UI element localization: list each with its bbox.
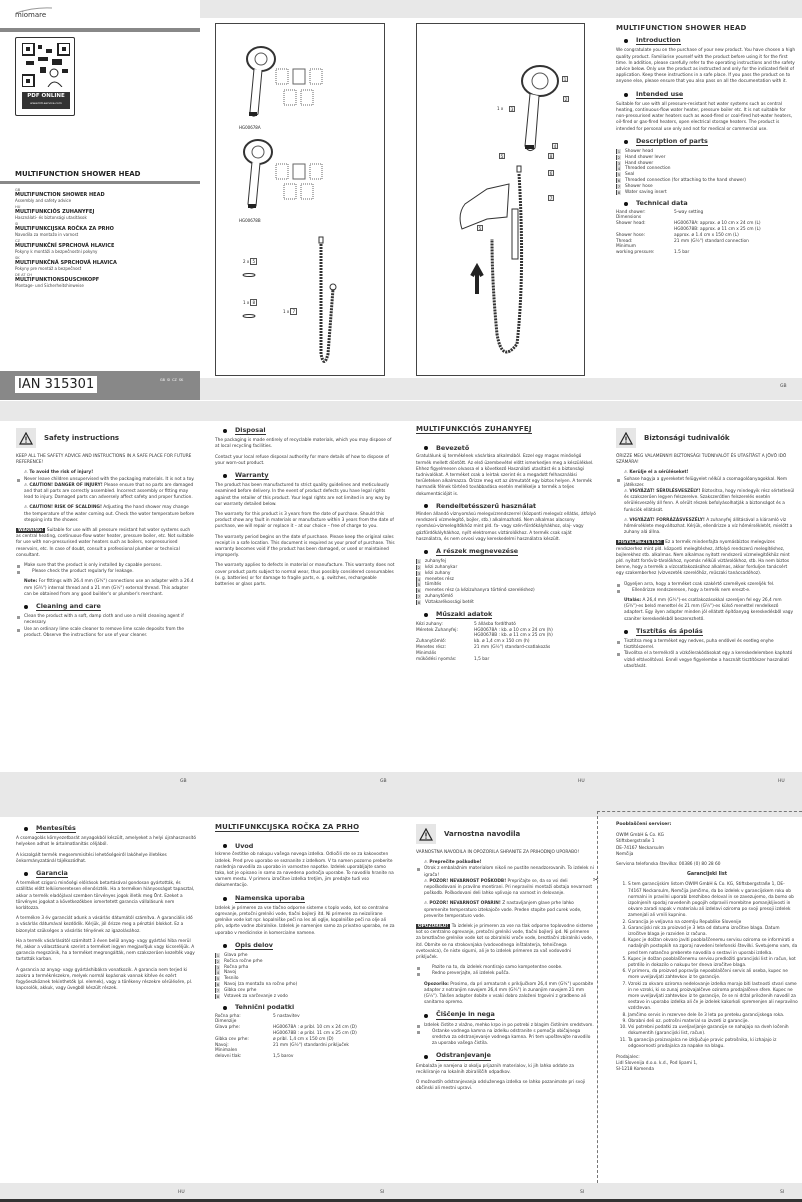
page-lang-code: SI — [580, 1190, 585, 1195]
bullet-icon — [424, 446, 428, 450]
page-hu-warranty — [16, 820, 196, 1173]
section-heading: Uvod — [235, 842, 254, 851]
bullet-item: Otrok z embalažnim materialom nikoli ne pustite nenadzorovanih. To izdelek ni igrača! — [416, 866, 594, 878]
top-band — [0, 401, 802, 421]
page-lang-code: GB — [180, 779, 187, 784]
lang-subtitle: Assembly and safety advice — [15, 198, 72, 203]
country-flags — [160, 378, 186, 382]
ian-bar — [0, 371, 200, 400]
page-hu-intro — [416, 422, 596, 775]
section-heading: Namenska uporaba — [235, 893, 305, 902]
flag-code: CZ — [172, 378, 177, 382]
section-title: Biztonsági tudnivalók — [644, 433, 730, 442]
warranty-term: 8. Jamčimo servis in rezervne dele še 3 leta po preteku garancijskega roka. — [628, 1013, 798, 1019]
bullet-icon — [424, 613, 428, 617]
paragraph: A terméket szigorú minőségi előírások betartásával gondosan gyártották, és szállítás előtt lelkiismeretesen ellenőrizték. Ha a terméken hiányosságot tapasztal, akkor a termék eladójával szemben törvényes jogok illetik meg Önt. Ezeket a törvényes jogokat a következőkben ismertetett garancia vállalásunk nem korlátozza. — [16, 881, 195, 912]
section-heading: Tehnični podatki — [235, 1003, 295, 1012]
lang-title: MULTIFUNKČNÍ SPRCHOVÁ HLAVICE — [15, 243, 115, 249]
lang-title: MULTIFUNKCIÓS ZUHANYFEJ — [15, 209, 95, 215]
section-heading: A részek megnevezése — [436, 547, 519, 556]
flag-code: SK — [178, 378, 184, 382]
warning-block: FIGYELMEZTETÉS! Ez a termék mindenfajta nyomásbiztos melegvizes rendszerhez mint pld. központi melegítéshez, átfolyó rendszerű melegítéshez, bojlerekhez stb. alkalmas. Nem alkalmas nyitott rendszerű vízmelegítőkhöz mint pld. nyitott forróvíz-tárolókhoz, nyomás nélküli víztárolókhoz, stb. Ha nem biztos benne, hogy a termék a vízcsatlakozásához alkalmas, akkor forduljon tanácsért egy szakemberhez (vízvezeték szerelőhöz, műszaki tanácsadóhoz). — [616, 540, 790, 577]
avoid-injury: ⚠ Preprečite poškodbe! — [424, 860, 482, 866]
section-heading: Opis delov — [235, 940, 273, 949]
paragraph: A garancia az anyag- vagy gyártáshibákra vonatkozik. A garancia nem terjed ki azokra a termékrészekre, melyek normál kopásnak vannak kitéve és ezért fogyóeszköznek tekinthetők (pl. elemek), vagy a törékeny részekre sérülésére, pl. kapcsolók, akkuk, vagy üvegből készült részek. — [16, 967, 193, 992]
page-lang-code: SI — [780, 1190, 785, 1195]
tech-data-table: Kézi zuhany: 5 állásba fordítható Méretek Zuhanyfej: HG00678A : kb. ø 10 cm x 24 cm (h) HG00678B : kb. ø 11 cm x 25 cm (h) Zuhanytömlő: kb. ø 1,4 cm x 150 cm (h) Menetes rész: 21 mm (G½") standard-csatlakozás Minimális működési nyomás: 1,5 bar — [416, 621, 553, 662]
paragraph: The product has been manufactured to strict quality guidelines and meticulously examined before delivery. In the event of product defects you have legal rights against the retailer of this product. Your legal rights are not limited in any way by our warranty detailed below. — [215, 483, 391, 507]
lang-title: MULTIFUNKTIONSDUSCHKOPF — [15, 277, 100, 283]
callout-1: 1 — [563, 77, 567, 82]
bullet-icon — [24, 827, 28, 831]
warranty-term: 1. S tem garancijskim listom OWIM GmbH & Co. KG, Stiftsbergstraße 1, DE-74167 Neckarsulm, Nemčija jamčimo, da bo izdelek v garancijskem roku ob normalni in pravilni uporabi brezhibno deloval in se zavezujemo, da bomo ob izpolnjenih spodaj navedenih pogojih odpravili morebitne pomanjkljivosti in okvare zaradi napak v materialu ali izdelavi oziroma po svoji presoji izdelek zamenjali ali vrnili kupnino. — [628, 882, 798, 919]
warranty-term: 11. Ta garancija proizvajalca ne izključuje pravic potrošnika, ki izhajajo iz odgovornosti prodajalca za napake na blagu. — [628, 1038, 798, 1050]
section-title: Safety instructions — [44, 433, 120, 442]
intro-text: We congratulate you on the purchase of your new product. You have chosen a high quality product. Familiarise yourself with the product before using it for the first time. In addition, please carefully refer to the operating instructions and the safety advice below. Only use the product as instructed and only for the indicated field of application. Keep these instructions in a safe place. If you pass the product on to anyone else, please ensure that you also pass on all the documentation with it. — [616, 48, 796, 85]
paragraph: The warranty period begins on the date of purchase. Please keep the original sales receipt in a safe location. This document is required as your proof of purchase. This warranty becomes void if the product has been damaged, or used or maintained improperly. — [215, 534, 395, 559]
bullet-item: Ostanke vodnega kamna na izdelku odstranite s pomočjo običajnega sredstva za odstranjevanje vodnega kamna. Pri tem upoštevajte navodilo za uporabo vašega čistila. — [416, 1029, 594, 1048]
address-line: DE-74167 Neckarsulm — [616, 845, 664, 851]
section-heading: Čiščenje in nega — [436, 1010, 495, 1019]
section-title: Varnostna navodila — [444, 829, 521, 838]
sheet-hu-si — [0, 801, 802, 1202]
callout-8: 8 — [549, 154, 553, 159]
parts-illustration-icon — [216, 24, 384, 374]
address-line: Nemčija — [616, 851, 634, 857]
qr-code-icon — [22, 43, 70, 87]
cut-line — [597, 811, 598, 1183]
model-b-label: HG00678B — [239, 218, 261, 223]
flag-code: SI — [166, 378, 171, 382]
warning-triangle-icon — [19, 432, 33, 445]
top-band — [0, 801, 802, 817]
tech-data-table: Ročna prha: 5 nastavitev Dimenzije Glava prhe: HG00678A : ø pribl. 10 cm x 24 cm (D) HG00678B : ø pribl. 11 cm x 25 cm (D) Gibka cev prhe: ø pribl. 1,4 cm x 150 cm (D) Navoj: 21 mm (G½") standardni priključek Minimalen delovni tlak: 1,5 barov — [215, 1013, 357, 1060]
lang-title: MULTIFUNCTION SHOWER HEAD — [15, 192, 105, 198]
bullet-icon — [624, 140, 628, 144]
lang-code: GB — [15, 188, 21, 192]
bullet-item: Távolítsa el a termékről a vízkőlerakódásokat egy a kereskedelemben kapható vízkő eltávolítóval. Ennél vegye figyelembe a használt tisztítószer használati utasítását. — [616, 651, 796, 670]
figure-assembly — [416, 23, 585, 376]
page-si-safety: Varnostna navodila VARNOSTNA NAVODILA IN OPOZORILA SHRANITE ZA PRIHODNJO UPORABO! ⚠ Preprečite poškodbe! Otrok z embalažnim materialom nikoli ne pustite nenadzorovanih. To izdelek ni igrača! ⚠ POZOR! NEVARNOST POŠKODB! Prepričajte se, da so vsi deli nepoškodovani in pravilno montirani. Pri nepravilni montaži obstaja nevarnost poškodb. Poškodovani deli lahko vplivajo na varnost in delovanje. ⚠ POZOR! NEVARNOST OPARIN! Z nastavljanjem glave prhe lahko spremenite temperaturo iztekajoče vode. Preden stopite pod curek vode, preverite temperaturo vode. OPOZORILO! Ta izdelek je primeren za vse na tlak odporne toplovodne sisteme kot so centralno ogrevanje, pretočni grelniki vode, tlačni bojlerji ipd. Ni primeren za breztlačne grelnike vode kot so zbiralniki vroče vode, breztlačni zbiralniki vode, itd. Obrnite se na strokovnjaka (vodovodnega inštalaterja, tehničnega svetovalca), če niste sigurni, ali je to izdelek primeren za vaš vodovodni priključek. Pazite na to, da izdelek montirajo samo kompetentne osebe. Redno preverjajte, ali izdelek pušča. Opozorilo: Prosimo, da pri armaturah s priključkom 26,4 mm (G¾") uporabite adapter z notranjim navojem 26,4 mm (G¾") in zunanjim navojem 21 mm (G½"). Takšen adapter dobite v vsaki dobro založeni trgovini z gradbeno ali sanitarno opremo. Čiščenje in nega Izdelek čistite z vlažno, mehko krpo in po potrebi z blagim čistilnim sredstvom. Ostanke vodnega kamna na izdelku odstranite s pomočjo običajnega sredstva za odstranjevanje vodnega kamna. Pri tem upoštevajte navodilo za uporabo vašega čistila. Odstranjevanje Embalaža je narejena iz okolju prijaznih materialov, ki jih lahko oddate za recikliranje na lokalnih zbirališčih odpadkov. O možnostih odstranjevanja odsluženega izdelka se lahko pozanimate pri svoji občinski ali mestni upravi. — [416, 820, 594, 1180]
section-heading: Garancia — [36, 869, 68, 878]
callout-2: 2 — [564, 97, 568, 102]
bullet-icon — [424, 550, 428, 554]
page-gb-safety: Safety instructions KEEP ALL THE SAFETY ADVICE AND INSTRUCTIONS IN A SAFE PLACE FOR FUTURE REFERENCE! ⚠ To avoid the risk of injury! Never leave children unsupervised with the packaging materials. It is not a toy. ⚠ CAUTION! DANGER OF INJURY! Please ensure that no parts are damaged and that all parts are correctly assembled. Incorrect assembly or fitting may lead to injury. Damaged parts can adversely affect safety and proper function. ⚠ CAUTION! RISK OF SCALDING! Adjusting the hand shower may change the temperature of the water coming out. Check the water temperature before stepping into the shower. WARNING! Suitable for use with all pressure resistant hot water systems such as central heating, continuous-flow water heater, pressure boiler, etc. Not suitable for use with non-pressurised water heaters such as boilers, nonpressurised reservoirs, etc. In case of doubt, consult a professional plumber or technical consultant. Make sure that the product is only installed by capable persons. Please check the product regularly for leakage. Note: For fittings with 26.4 mm (G¾") connections use an adapter with a 26.4 mm (G¾") internal thread and a 21 mm (G½") external thread. This adapter can be obtained from any good builder's or plumber's merchant. Cleaning and care Clean the product with a soft, damp cloth and use a mild cleaning agent if necessary. Use an ordinary lime scale cleaner to remove lime scale deposits from the product. Observe the instructions for use of your cleaner. — [16, 424, 196, 777]
bullet-icon — [624, 202, 628, 206]
parts-list: 1 Shower head 2 Hand shower lever 3 Hand shower 4 Threaded connection 5 Seal 6 Threaded connection (for attaching to the hand shower) 7 Shower hose 8 Water saving insert — [617, 149, 746, 195]
section-heading: Mentesítés — [36, 824, 76, 832]
bullet-icon — [424, 1055, 428, 1059]
bullet-icon — [223, 474, 227, 478]
bullet-icon — [424, 504, 428, 508]
paragraph: The warranty applies to defects in material or manufacture. This warranty does not cover product parts subject to normal wear, thus possibly considered consumables (e. g. batteries) or for damage to fragile parts, e. g. switches, rechargeable batteries or glass parts. — [215, 563, 395, 588]
bullet-icon — [624, 93, 628, 97]
callout-5b: 5 — [478, 226, 482, 231]
bullet-icon — [24, 872, 28, 876]
figure-parts-overview — [215, 23, 385, 376]
bullet-item: Ügyeljen arra, hogy a terméket csak szakértő személyek szereljék fel. — [616, 582, 796, 588]
ian-number: IAN 315301 — [15, 376, 97, 393]
lang-code: HU — [15, 205, 21, 209]
cut-line-top — [597, 811, 802, 812]
hose-qty: 1 x 7 — [283, 309, 296, 314]
address-line: OWIM GmbH & Co. KG — [616, 833, 664, 839]
lang-subtitle: Használati- és biztonsági utasítások — [15, 215, 87, 220]
paragraph: O možnostih odstranjevanja odsluženega izdelka se lahko pozanimate pri svoji občinski ali mestni upravi. — [416, 1080, 586, 1092]
warranty-term: 9. Obrabni deli oz. potrošni material so izvzeti iz garancije. — [628, 1019, 798, 1025]
qr-url: www.lidl-service.com — [30, 101, 62, 105]
page-title: MULTIFUNCTION SHOWER HEAD — [616, 24, 747, 32]
bullet-item: Please check the product regularly for leakage. — [16, 569, 196, 575]
service-phone: Servisna telefonska številka: 00386 (0) 80 28 60 — [616, 862, 721, 868]
lang-subtitle: Navodila za montažo in varnost — [15, 232, 79, 237]
qr-badge[interactable] — [15, 37, 75, 116]
bullet-icon — [223, 844, 227, 848]
lang-subtitle: Pokyny k montáži a bezpečnostní pokyny — [15, 249, 98, 254]
lang-title: MULTIFUNKCIJSKA ROČKA ZA PRHO — [15, 226, 114, 232]
page-gb-intro — [616, 21, 796, 374]
bullet-item: Ellenőrizze rendszeresen, hogy a termék nem ereszt-e. — [616, 588, 796, 594]
section-heading: Bevezető — [436, 444, 470, 453]
warning-block: OPOZORILO! Ta izdelek je primeren za vse na tlak odporne toplovodne sisteme kot so centralno ogrevanje, pretočni grelniki vode, tlačni bojlerji ipd. Ni primeren za breztlačne grelnike vode kot so zbiralniki vroče vode, breztlačni zbiralniki vode, itd. Obrnite se na strokovnjaka (vodovodnega inštalaterja, tehničnega svetovalca), če niste sigurni, ali je to izdelek primeren za vaš vodovodni priključek. — [416, 924, 594, 961]
qr-label: PDF ONLINE — [27, 93, 65, 99]
page-lang-code: GB — [780, 384, 787, 389]
lang-code: SK — [15, 256, 20, 260]
warranty-term: 2. Garancija je veljavna na ozemlju Republike Slovenije — [628, 920, 798, 926]
service-heading: Pooblaščeni serviser: — [616, 822, 672, 827]
bullet-item: Make sure that the product is only installed by capable persons. — [16, 563, 196, 569]
warranty-term: 10. Vsi potrebni podatki za uveljavljanje garancije se nahajajo na dveh ločenih dokumentih (garancijski list, račun). — [628, 1025, 798, 1037]
bullet-icon — [223, 1006, 227, 1010]
callout-7: 7 — [549, 196, 553, 201]
bullet-icon — [624, 630, 628, 634]
assembly-illustration-icon — [417, 24, 584, 374]
warning-triangle-icon — [419, 828, 433, 841]
section-heading: Műszaki adatok — [436, 609, 493, 618]
address-line: Stiftsbergstraße 1 — [616, 839, 655, 845]
bullet-item: Tisztítsa meg a terméket egy nedves, puha endővel és esetleg enyhe tisztítószerrel. — [616, 639, 796, 651]
keep-instructions: KEEP ALL THE SAFETY ADVICE AND INSTRUCTIONS IN A SAFE PLACE FOR FUTURE REFERENCE! — [16, 454, 192, 466]
section-heading: Odstranjevanje — [436, 1051, 491, 1060]
paragraph: Ha a termék vásárlásától számított 3 éven belül anyag- vagy gyártási hiba merül fel, akkor a választásunk szerint a terméket ingyen megjavítjuk vagy kicseréljük. A garancia megszűnik, ha a terméket megrongálták, nem szakszerűen kezelték vagy tartották karban. — [16, 938, 195, 963]
scissors-icon: ✂ — [593, 876, 599, 884]
callout-4: 4 — [553, 144, 557, 149]
callout-5: 5 — [500, 154, 504, 159]
callout-3: 3 — [510, 107, 514, 112]
sheet-cover — [0, 0, 802, 401]
footer-band — [0, 772, 802, 802]
cover-title: MULTIFUNCTION SHOWER HEAD — [15, 170, 141, 178]
section-heading: Description of parts — [636, 136, 708, 145]
page-lang-code: GB — [380, 779, 387, 784]
paragraph: A csomagolás környezetbarát anyagokból készült, amelyeket a helyi újrahasznosító helyeken adhat le ártalmatlanítás céljából. — [16, 836, 196, 848]
lang-title: MULTIFUNKČNÁ SPRCHOVÁ HLAVICA — [15, 260, 117, 266]
page-si-intro — [215, 820, 395, 1173]
paragraph: A kiszolgált termék megsemmisítési lehetőségeiről lakóhelye illetékes önkormányzatánál tájékozódhat. — [16, 852, 167, 864]
page-title: MULTIFUNKCIJSKA ROČKA ZA PRHO — [215, 823, 360, 831]
bullet-item: Izdelek čistite z vlažno, mehko krpo in po potrebi z blagim čistilnim sredstvom. — [416, 1023, 594, 1029]
section-heading: Tisztítás és ápolás — [636, 626, 703, 635]
warranty-term: 3. Garancijski rok za proizvod je 3 leta od datuma izročitve blaga. Datum izročitve blaga je razviden iz računa. — [628, 926, 798, 938]
paragraph: Gratulálunk új termékének vásárlása alkalmából. Ezzel egy magas minőségű termék mellett döntött. Az első üzembevétel előtt ismerkedjen meg a készülékkel. Ehhez figyelmesen olvassa el a következő Használati utasítást és a biztonsági tudnivalókat. A terméket csak a leírtak szerint és a megadott felhasználási területeken alkalmazza. Őrizze meg ezt az útmutatót egy biztos helyen. A termék harmadik félnek történő továbbadása esetén mellékelje a termék a teljes dokumentációját is. — [416, 454, 594, 497]
warranty-term: 4. Kupec je dolžan okvaro javiti pooblaščenemu servisu oziroma se informirati o nadaljnjih postopkih na zgoraj navedeni telefonski številki. Svetujemo vam, da pred tem natančno preberete navodila o sestavi in uporabi izdelka. — [628, 938, 798, 957]
bullet-icon — [223, 897, 227, 901]
section-heading: Intended use — [636, 89, 684, 98]
hand-qty: 1 x — [497, 106, 504, 111]
model-a-label: HG00678A — [239, 125, 261, 130]
insert-qty: 1 x 8 — [243, 300, 256, 305]
seller-heading: Prodajalec: — [616, 1054, 640, 1060]
bullet-item: Redno preverjajte, ali izdelek pušča. — [416, 971, 594, 977]
paragraph: The warranty for this product is 3 years from the date of purchase. Should this product show any fault in materials or manufacture within 3 years from the date of purchase, we will repair or replace it – at our choice – free of charge to you. — [215, 512, 394, 530]
paragraph: Embalaža je narejena iz okolju prijaznih materialov, ki jih lahko oddate za recikliranje na lokalnih zbirališčih odpadkov. — [416, 1063, 574, 1075]
bullet-item: Pazite na to, da izdelek montirajo samo kompetentne osebe. — [416, 965, 594, 971]
warranty-card-heading: Garancijski list — [686, 872, 728, 878]
parts-list: 1 zuhanyfej 2 kézi zuhanykar 3 kézi zuhany 4 menetes rész 5 tömítés 6 menetes rész (a kézizuhanyra történő szereléshez) 7 zuhanytömlő 8 Víztakarékossági betét — [417, 559, 535, 605]
warranty-term: 7. Vzroki za okvaro oziroma nedelovanje izdelka morajo biti lastnosti stvari same in ne vzroki, ki so zunaj proizvajalčeve oziroma prodajalčeve sfere. Kupec ne more uveljavljati zahtevkov iz te garancije, če se ni držal priloženih navodil za sestavo in uporabo izdelka ali če je izdelek kakorkoli spremenjen ali nepravilno vzdrževan. — [628, 982, 798, 1013]
paragraph: The packaging is made entirely of recyclable materials, which you may dispose of at local recycling facilities. — [215, 438, 392, 450]
avoid-injury: ⚠ Kerülje el a sérüléseket! — [624, 470, 689, 476]
seal-qty: 2 x 5 — [243, 259, 256, 264]
bullet-item: Never leave children unsupervised with the packaging materials. It is not a toy. — [16, 477, 196, 483]
intended-use-text: Suitable for use with all pressure-resistant hot water systems such as central heating, continuous-flow water heater, pressure boiler etc. It is not suitable for non-pressurised water heaters such as wood-fired or coal-fired hot-water heaters, oil-fired or gas-fired heaters, open electrical storage heaters. The product is intended for personal use only and not for medical or commercial use. — [616, 101, 793, 132]
language-list — [15, 188, 195, 290]
cover-panel — [0, 0, 200, 401]
lang-code: DE AT CH — [15, 273, 32, 277]
section-heading: Technical data — [636, 199, 688, 208]
section-heading: Disposal — [235, 426, 266, 434]
warranty-terms-list — [616, 882, 798, 1049]
bullet-icon — [223, 944, 227, 948]
bullet-item: Sohase hagyja a gyereketet felügyelet nélkül a csomagolóanyagokkal. Nem játékszer. — [616, 477, 796, 489]
warranty-term: 6. V primeru, da proizvod popravlja nepooblaščeni servis ali oseba, kupec ne more uveljavljati zahtevkov iz te garancije. — [628, 969, 798, 981]
parts-list: 1 Glava prhe 2 Ročica ročne prhe 3 Ročna prha 4 Navoj 5 Tesnilo 6 Navoj (za montažo na ročno prho) 7 Gibka cev prhe 8 Vstavek za varčevanje z vodo — [216, 953, 298, 999]
flag-code: GB — [160, 378, 165, 382]
bullet-icon — [223, 429, 227, 433]
divider — [0, 181, 200, 184]
page-si-warranty-card — [616, 820, 798, 1182]
paragraph: Izdelek je primeren za vse tlačno odporne sisteme s toplo vodo, kot so centralno ogrevanje, pretočni grelniki vode, tlačni bojlerji itd. Ni primeren za neizolirane grelnike vode kot npr. kopalniške peči na les ali oglje, kopalniške peči na olje ali plin, odprte vodne zbiralnike. Izdelek je namenjen samo za privatno uporabo, ne za uporabo v medicinske in komercialne namene. — [215, 905, 395, 936]
sheet-gb-hu — [0, 401, 802, 802]
page-lang-code: SI — [380, 1190, 385, 1195]
page-title: MULTIFUNKCIÓS ZUHANYFEJ — [416, 425, 532, 433]
section-heading: Warranty — [235, 471, 269, 480]
brand-logo: miomare — [15, 11, 47, 19]
bullet-item: Use an ordinary lime scale cleaner to remove lime scale deposits from the product. Observe the instructions for use of your cleaner. — [16, 627, 196, 639]
section-heading: Rendeltetésszerű használat — [436, 501, 537, 510]
lang-subtitle: Montage- und Sicherheitshinweise — [15, 283, 84, 288]
warranty-term: 5. Kupec je dolžan pooblaščenemu servisu predložiti garancijski list in račun, kot potrdilo in dokazilo o nakupu ter dneva izročitve blaga. — [628, 957, 798, 969]
bullet-icon — [24, 605, 28, 609]
paragraph: Minden állandó víznyomású melegvízrendszerrel (központi melegvíz ellátás, átfolyó rendszerű vízmelegítő, bojler, stb.) alkalmazható. Nem alkalmas alacsony nyomású-vízmelegítőkhöz mint pld. fa- vagy szén-fűrdőkályhákhoz, olaj- vagy gázfűrdőkályhákhoz, nyílt elektromos víztárolókhoz. A termék csak saját használatra, és nem orvosi vagy kereskedelmi használatra készült. — [416, 512, 596, 542]
seller-line: Lidl Slovenija d.o.o. k.d., Pod lipami 1, — [616, 1061, 698, 1067]
keep-instructions: VARNOSTNA NAVODILA IN OPOZORILA SHRANITE ZA PRIHODNJO UPORABO! — [416, 850, 580, 855]
divider — [0, 28, 200, 32]
keep-instructions: ŐRIZZE MEG VALAMENNYI BIZTONSÁGI TUDNIVALÓT ÉS UTASÍTÁST A JÖVŐ IDŐ SZÁMÁRA! — [616, 454, 787, 466]
section-heading: Cleaning and care — [36, 602, 101, 611]
paragraph: A termékre 3 év garanciát adunk a vásárlás dátumától számítva. A garanciális idő a vásárlás dátumával kezdődik. Kérjük, jól őrizze meg a pénztári blokkot. Ez a bizonylat szükséges a vásárlás tényének az igazolásához. — [16, 916, 193, 934]
lang-subtitle: Pokyny pre montáž a bezpečnosť — [15, 266, 82, 271]
paragraph: Iskrene čestitke ob nakupu vašega novega izdelka. Odločili ste se za kakovosten izdelek. Pred prvo uporabo se seznanite z izdelkom. V ta namen pozorno preberite naslednja navodila za uporabo in varnostne napotke. Izdelek uporabljajte samo tako, kot je opisano in samo za navedena področja uporabe. To navodilo hranite na varnem mestu. V primeru izročitve izdelka tretjim, jim predajte tudi vso dokumentacijo. — [215, 852, 394, 889]
bullet-item: Clean the product with a soft, damp cloth and use a mild cleaning agent if necessary. — [16, 614, 196, 626]
bullet-icon — [424, 1014, 428, 1018]
warning-block: WARNING! Suitable for use with all pressure resistant hot water systems such as central heating, continuous-flow water heater, pressure boiler, etc. Not suitable for use with non-pressurised water heaters such as boilers, nonpressurised reservoirs, etc. In case of doubt, consult a professional plumber or technical consultant. — [16, 528, 194, 558]
lang-code: CZ — [15, 239, 20, 243]
tech-data-table: Hand shower: 5-way setting Dimensions Shower head: HG00678A: approx. ø 10 cm x 24 cm (L) HG00678B: approx. ø 11 cm x 25 cm (L) Shower hose: approx. ø 1.4 cm x 150 cm (L) Thread: 21 mm (G½") standard connection Minimum working pressure: 1.5 bar — [616, 209, 761, 256]
callout-6: 6 — [549, 171, 553, 176]
page-lang-code: HU — [178, 1190, 185, 1195]
page-lang-code: HU — [778, 779, 785, 784]
section-heading: Introduction — [636, 36, 681, 45]
warning-triangle-icon — [619, 432, 633, 445]
footer-band — [200, 378, 802, 400]
page-hu-safety: Biztonsági tudnivalók ŐRIZZE MEG VALAMENNYI BIZTONSÁGI TUDNIVALÓT ÉS UTASÍTÁST A JÖVŐ IDŐ SZÁMÁRA! ⚠ Kerülje el a sérüléseket! Sohase hagyja a gyereketet felügyelet nélkül a csomagolóanyagokkal. Nem játékszer. ⚠ VIGYÁZAT! SÉRÜLÉSVESZÉLY! Biztosítsa, hogy mindegyik rész sértetlenül és szakszerűen legyen felszerelve. Szakszerűtlen felszerelés esetén sérülésveszély áll fenn. A sérült részek befolyásolhatják a biztonságot és a funkciók ellátását. ⚠ VIGYÁZAT! FORRÁZÁSVESZÉLY! A zuhanyfej állításával a kiáramló víz hőmérséklete megváltozhat. Kérjük, ellenőrizze a víz hőmérsékletét, mielőtt a zuhany alá állna. FIGYELMEZTETÉS! Ez a termék mindenfajta nyomásbiztos melegvizes rendszerhez mint pld. központi melegítéshez, átfolyó rendszerű melegítéshez, bojlerekhez stb. alkalmas. Nem alkalmas nyitott rendszerű vízmelegítőkhöz mint pld. nyitott forróvíz-tárolókhoz, nyomás nélküli víztárolókhoz, stb. Ha nem biztos benne, hogy a termék a vízcsatlakozásához alkalmas, akkor forduljon tanácsért egy szakemberhez (vízvezeték szerelőhöz, műszaki tanácsadóhoz). Ügyeljen arra, hogy a terméket csak szakértő személyek szereljék fel. Ellenőrizze rendszeresen, hogy a termék nem ereszt-e. Utalás: A 26,4 mm (G¾")-es csatlakozásokkal szereljen fel egy 26,4 mm (G¾")-es belső menettel és 21 mm (G½")-es külső menettel rendelkező adaptert. Egy ilyen adapter minden jól ellátott építőanyag kereskedésből vagy szaniter kereskedésből beszerezhető. Tisztítás és ápolás Tisztítsa meg a terméket egy nedves, puha endővel és esetleg enyhe tisztítószerrel. Távolítsa el a termékről a vízkőlerakódásokat egy a kereskedelemben kapható vízkő eltávolítóval. Ennél vegye figyelembe a használt tisztítószer használati utasítását. — [616, 424, 796, 777]
avoid-injury: ⚠ To avoid the risk of injury! — [24, 470, 94, 476]
seller-line: SI-1218 Komenda — [616, 1067, 654, 1073]
bullet-icon — [624, 39, 628, 43]
lang-code: SI — [15, 222, 19, 226]
paragraph: Contact your local refuse disposal authority for more details of how to dispose of your worn-out product. — [215, 454, 389, 466]
page-lang-code: HU — [578, 779, 585, 784]
page-gb-warranty — [215, 422, 395, 775]
